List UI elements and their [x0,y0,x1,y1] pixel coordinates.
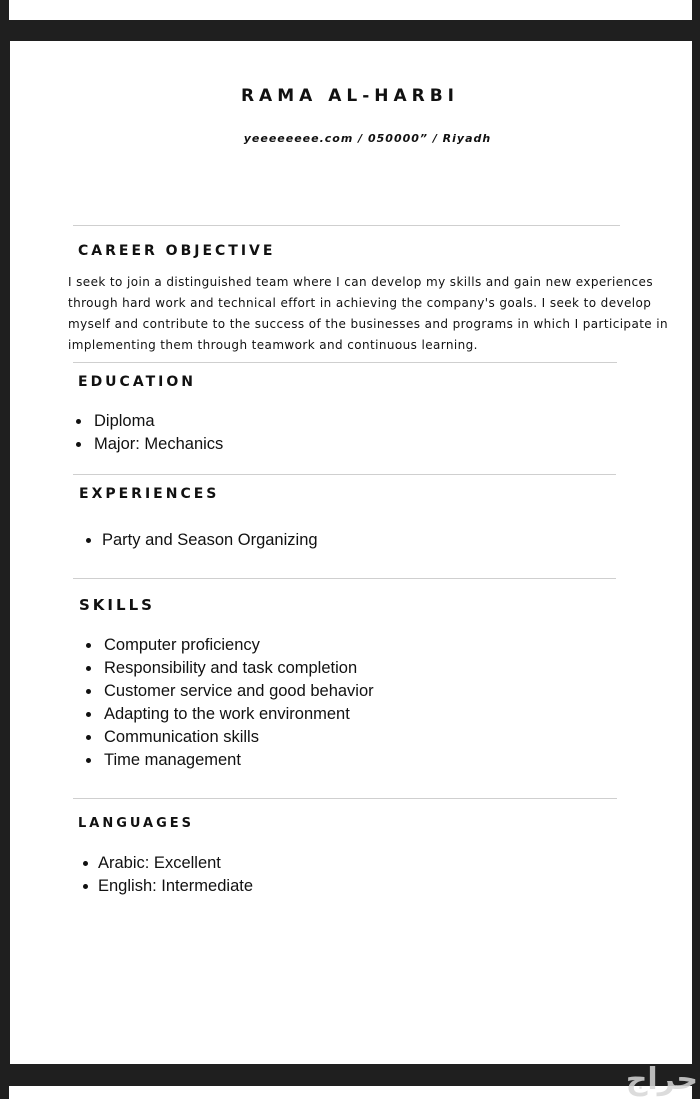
education-heading: EDUCATION [78,374,196,390]
list-item: Computer proficiency [104,634,374,657]
divider [73,474,616,475]
education-list [94,410,223,456]
skills-list [104,634,374,772]
divider [73,578,616,579]
languages-list [98,852,253,898]
languages-heading: LANGUAGES [78,816,195,831]
list-item: Adapting to the work environment [104,703,374,726]
resume-name: RAMA AL-HARBI [240,86,460,106]
contact-line: yeeeeeeee.com / 050000” / Riyadh [243,132,492,145]
career-objective-heading: CAREER OBJECTIVE [78,243,276,259]
previous-page-strip [9,0,692,20]
list-item: Communication skills [104,726,374,749]
divider [73,798,617,799]
experiences-list [102,529,318,552]
list-item: Major: Mechanics [94,433,223,456]
list-item: Time management [104,749,374,772]
list-item: Diploma [94,410,223,433]
list-item: Party and Season Organizing [102,529,318,552]
watermark-logo: حراج [625,1062,698,1097]
divider [73,362,617,363]
list-item: Customer service and good behavior [104,680,374,703]
divider [73,225,620,226]
list-item: Responsibility and task completion [104,657,374,680]
skills-heading: SKILLS [79,596,155,614]
list-item: English: Intermediate [98,875,253,898]
career-objective-text: I seek to join a distinguished team where I can develop my skills and gain new experiences through hard work and technical effort in achieving the company's goals. I seek to develop myself and contribute to the success of the businesses and programs in which I participate in implementing them through teamwork and continuous learning. [68,275,669,352]
experiences-heading: EXPERIENCES [79,486,220,502]
list-item: Arabic: Excellent [98,852,253,875]
resume-page [10,41,692,1064]
